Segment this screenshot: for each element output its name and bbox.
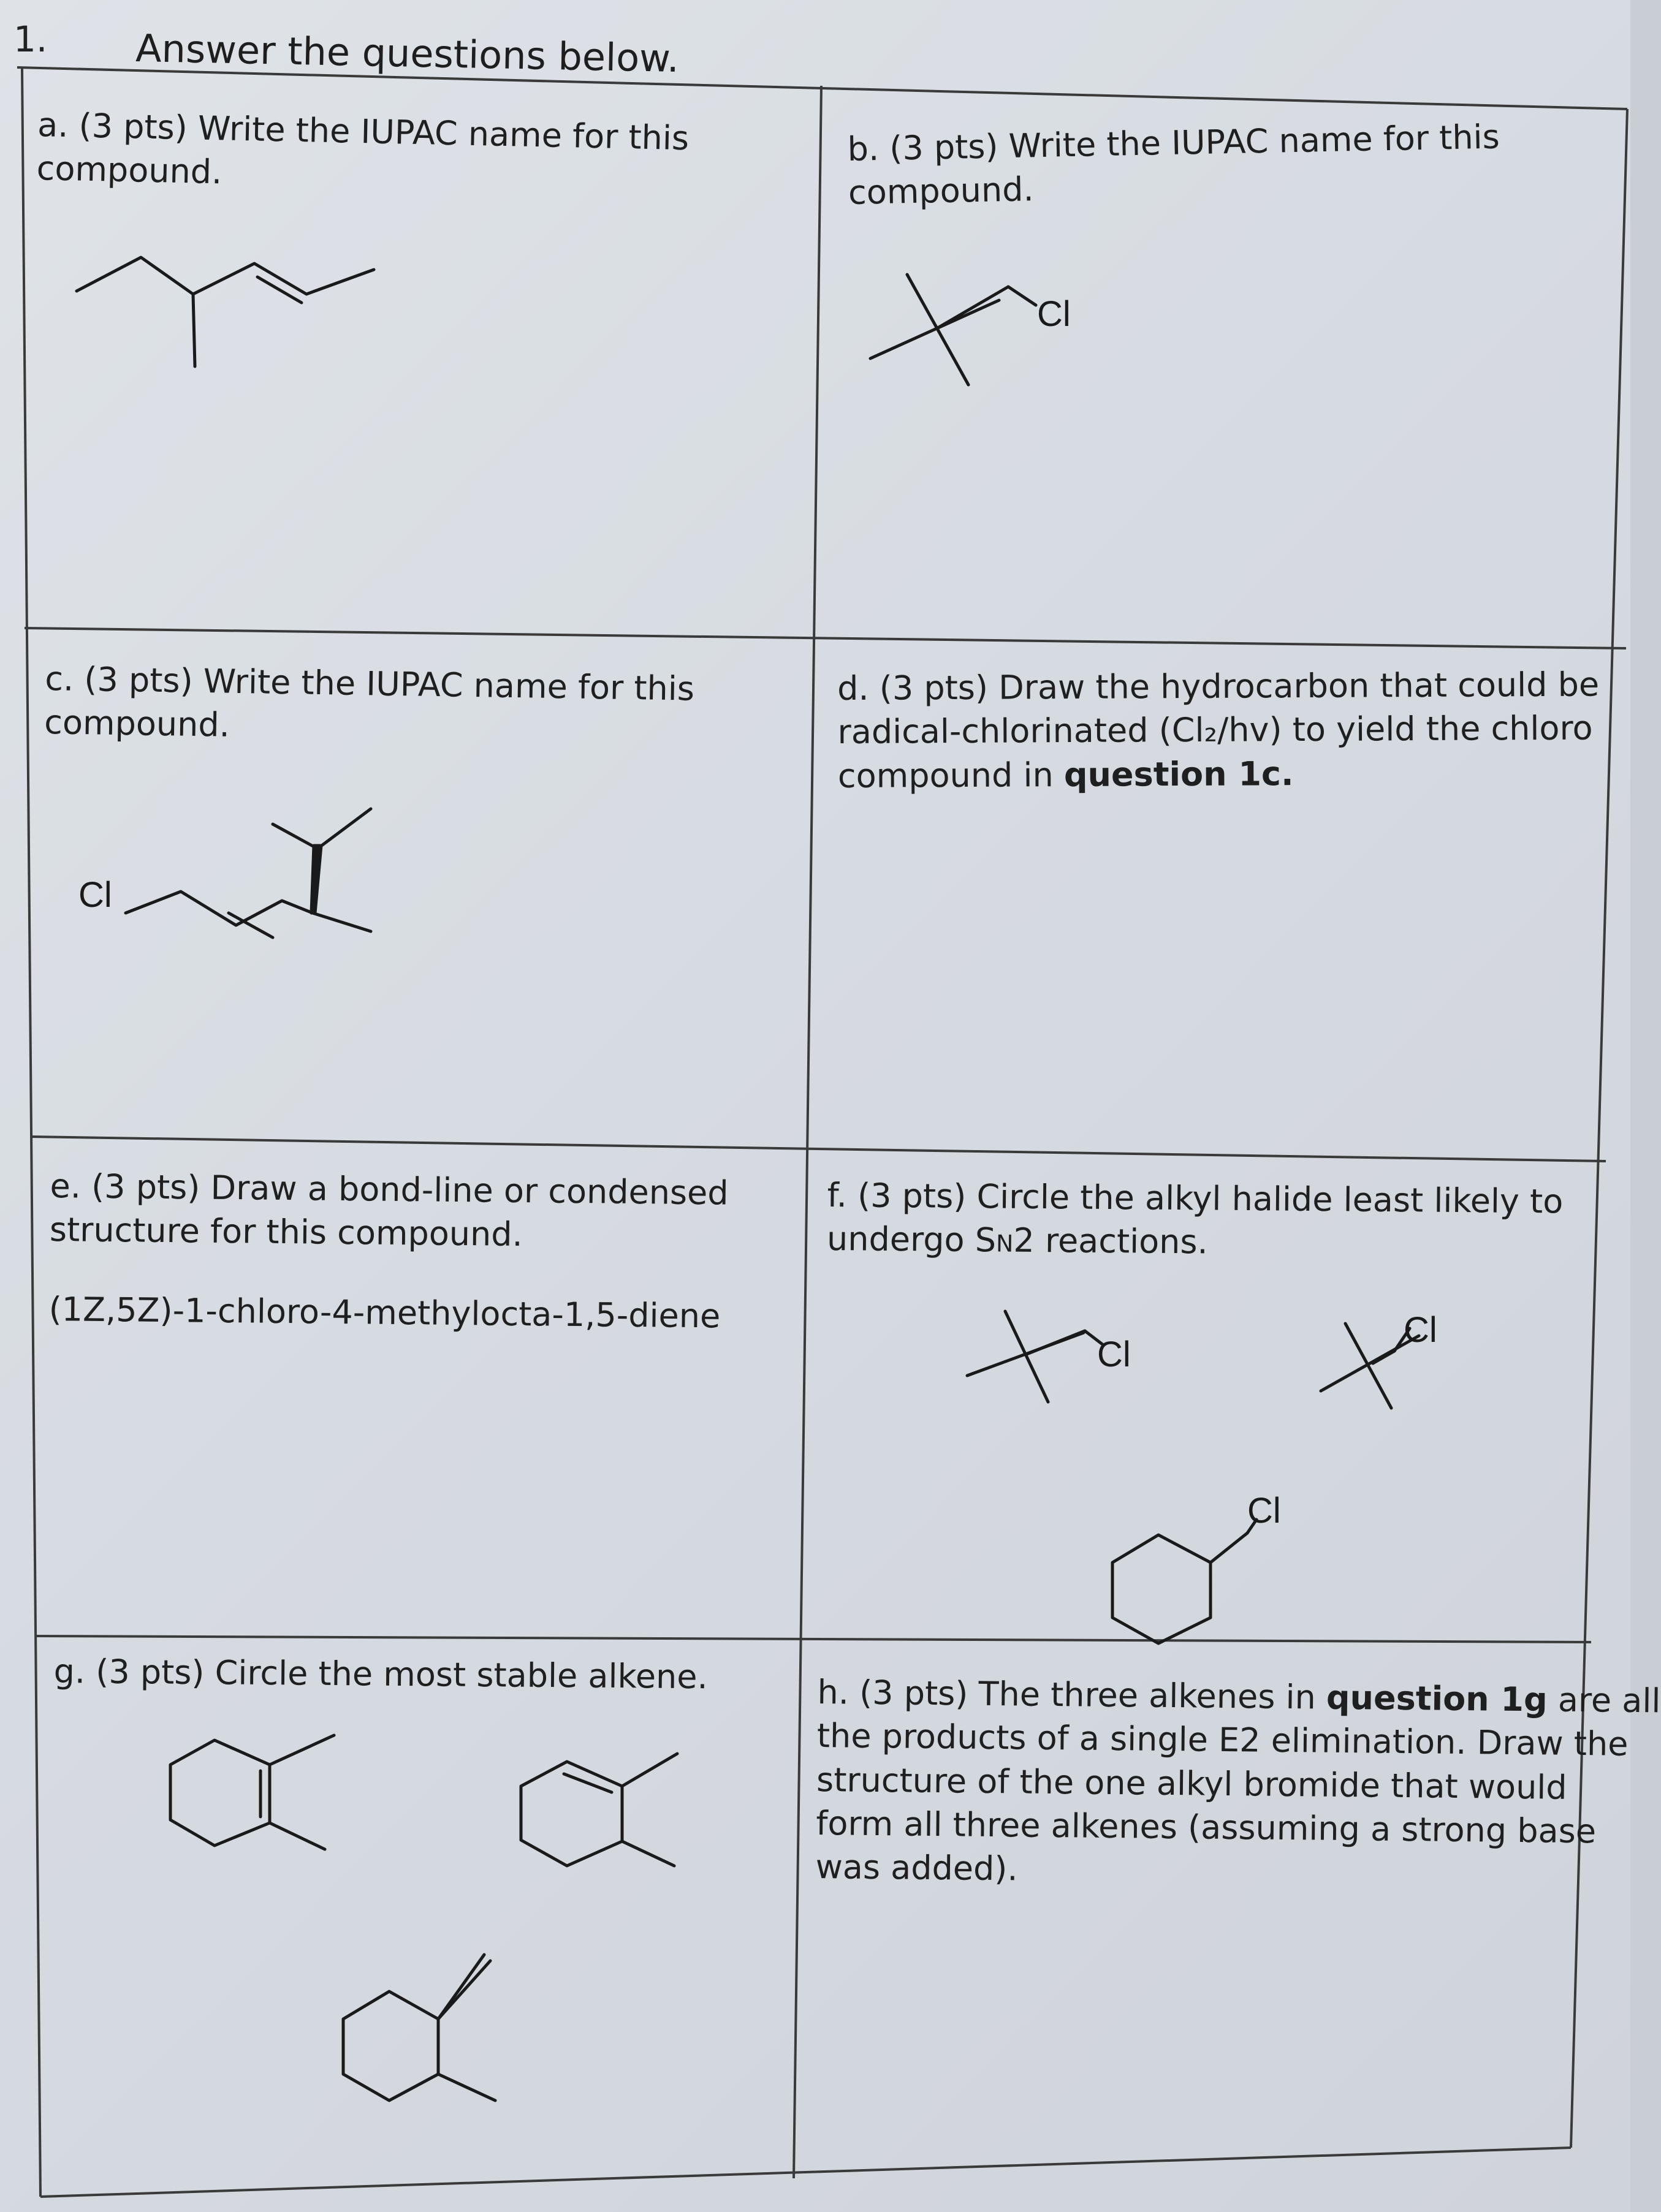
question-f-line2-end: 2 reactions. <box>1013 1221 1209 1262</box>
question-h-line1-end: are all <box>1547 1680 1661 1721</box>
question-h-line2: the products of a single E2 elimination. Draw the <box>816 1716 1629 1764</box>
question-f-line2-text: undergo S <box>826 1219 997 1260</box>
question-c-line1: c. (3 pts) Write the IUPAC name for this <box>44 659 695 708</box>
structure-b <box>870 275 1036 385</box>
chlorine-label-f1: Cl <box>1097 1335 1131 1374</box>
chlorine-label-b: Cl <box>1037 294 1071 334</box>
question-g-line1: g. (3 pts) Circle the most stable alkene. <box>53 1651 708 1697</box>
question-d-reference: question 1c. <box>1063 754 1294 794</box>
question-e-line2: structure for this compound. <box>49 1210 523 1254</box>
worksheet-title: Answer the questions below. <box>135 26 680 81</box>
question-d-line1: d. (3 pts) Draw the hydrocarbon that could be <box>837 665 1600 708</box>
structure-f-3 <box>1112 1520 1256 1643</box>
question-h-reference: question 1g <box>1326 1678 1548 1719</box>
question-number: 1. <box>13 18 48 60</box>
structure-f-1 <box>967 1311 1103 1402</box>
question-a-line1: a. (3 pts) Write the IUPAC name for this <box>37 105 690 158</box>
question-d-line3-text: compound in <box>837 755 1065 795</box>
question-d-line2: radical-chlorinated (Cl₂/hv) to yield the chloro <box>837 708 1593 752</box>
chlorine-label-f3: Cl <box>1247 1491 1281 1531</box>
question-h-line1-text: h. (3 pts) The three alkenes in <box>817 1672 1327 1717</box>
question-b-line1: b. (3 pts) Write the IUPAC name for this <box>847 117 1500 169</box>
sn2-subscript: N <box>995 1230 1014 1257</box>
question-h-line4: form all three alkenes (assuming a strong base <box>816 1803 1597 1851</box>
question-a-line2: compound. <box>36 149 222 192</box>
structure-a <box>77 257 374 366</box>
compound-name: (1Z,5Z)-1-chloro-4-methylocta-1,5-diene <box>48 1290 721 1336</box>
question-h-line3: structure of the one alkyl bromide that would <box>816 1760 1567 1807</box>
question-b-line2: compound. <box>848 170 1035 213</box>
question-e-line1: e. (3 pts) Draw a bond-line or condensed <box>50 1166 729 1213</box>
question-h-line5: was added). <box>815 1847 1018 1888</box>
chlorine-label-c: Cl <box>78 875 112 915</box>
structure-c <box>126 809 371 937</box>
structure-g-2 <box>521 1754 677 1866</box>
question-c-line2: compound. <box>44 703 230 745</box>
chlorine-label-f2: Cl <box>1404 1310 1437 1350</box>
structure-g-1 <box>170 1735 334 1849</box>
question-f-line1: f. (3 pts) Circle the alkyl halide least likely to <box>827 1175 1564 1221</box>
structure-g-3 <box>343 1955 495 2100</box>
